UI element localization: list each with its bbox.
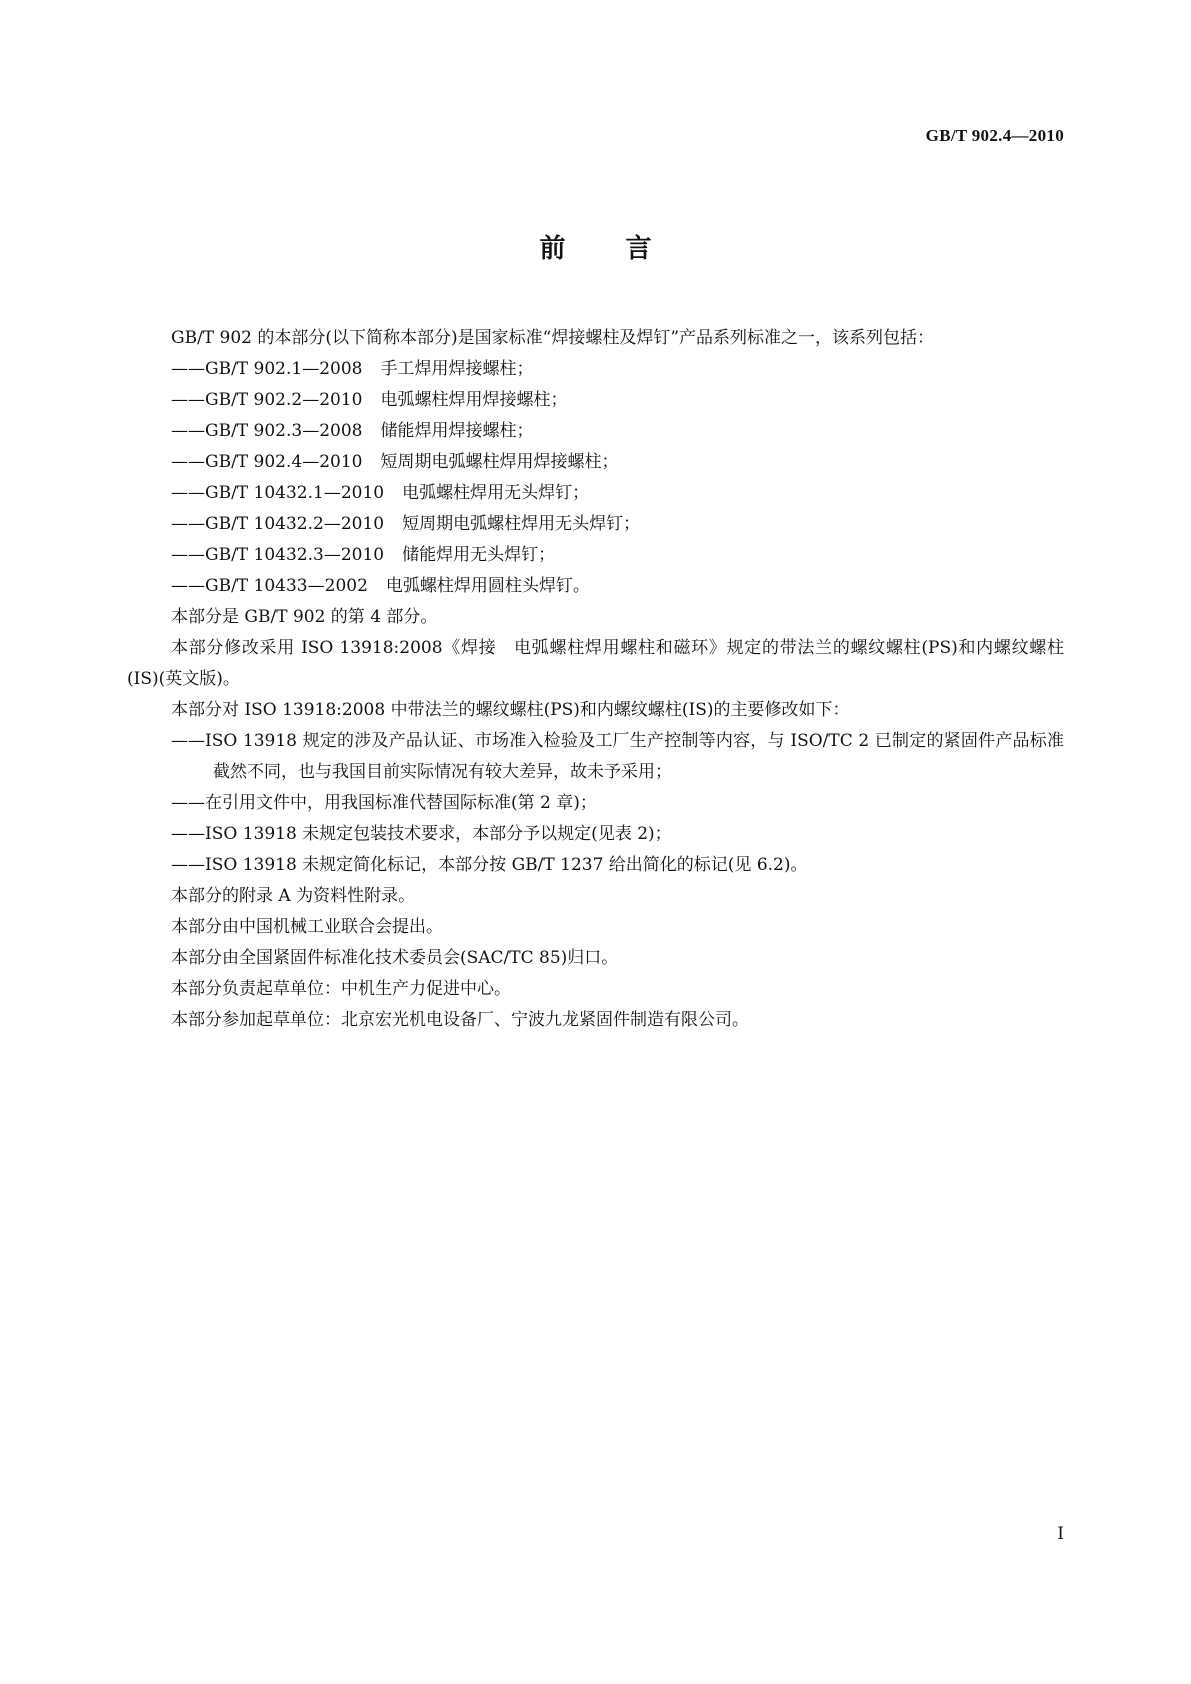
part-statement: 本部分是 GB/T 902 的第 4 部分。: [171, 607, 438, 627]
participating-units-statement: 本部分参加起草单位：北京宏光机电设备厂、宁波九龙紧固件制造有限公司。: [171, 1010, 749, 1030]
series-code: ——GB/T 902.3—2008: [171, 421, 363, 441]
series-code: ——GB/T 902.2—2010: [171, 390, 363, 410]
modification-item: ——ISO 13918 规定的涉及产品认证、市场准入检验及工厂生产控制等内容，与 ISO/TC 2 已制定的紧固件产品标准截然不同，也与我国目前实际情况有较大差异，故未予采用；: [171, 731, 1064, 782]
series-item: [127, 447, 1064, 478]
annex-statement: 本部分的附录 A 为资料性附录。: [171, 886, 416, 906]
drafting-unit-statement: 本部分负责起草单位：中机生产力促进中心。: [171, 979, 511, 999]
series-name: 短周期电弧螺柱焊用焊接螺柱；: [380, 452, 619, 472]
series-name: 储能焊用焊接螺柱；: [380, 421, 534, 441]
series-item: [127, 540, 1064, 571]
series-code: ——GB/T 10432.3—2010: [171, 545, 385, 565]
series-list: [127, 354, 1064, 602]
standard-code-header: GB/T 902.4—2010: [925, 126, 1064, 145]
series-item: [127, 509, 1064, 540]
series-item: [127, 416, 1064, 447]
page-number: I: [1057, 1524, 1064, 1544]
series-code: ——GB/T 10433—2002: [171, 576, 368, 596]
series-code: ——GB/T 10432.1—2010: [171, 483, 385, 503]
foreword-body: [127, 323, 1064, 1036]
modification-item: ——在引用文件中，用我国标准代替国际标准(第 2 章)；: [171, 793, 597, 813]
series-code: ——GB/T 902.4—2010: [171, 452, 363, 472]
series-name: 储能焊用无头焊钉；: [402, 545, 556, 565]
series-name: 电弧螺柱焊用无头焊钉；: [402, 483, 590, 503]
series-item: [127, 354, 1064, 385]
series-name: 电弧螺柱焊用圆柱头焊钉。: [385, 576, 590, 596]
series-name: 短周期电弧螺柱焊用无头焊钉；: [402, 514, 641, 534]
title-char-2: 言: [625, 234, 652, 264]
series-item: [127, 385, 1064, 416]
committee-statement: 本部分由全国紧固件标准化技术委员会(SAC/TC 85)归口。: [171, 948, 619, 968]
series-item: [127, 478, 1064, 509]
series-name: 电弧螺柱焊用焊接螺柱；: [380, 390, 568, 410]
modification-item: ——ISO 13918 未规定包装技术要求，本部分予以规定(见表 2)；: [171, 824, 672, 844]
intro-paragraph: GB/T 902 的本部分(以下简称本部分)是国家标准“焊接螺柱及焊钉”产品系列标准之一，该系列包括：: [171, 328, 935, 348]
adoption-statement: 本部分修改采用 ISO 13918:2008《焊接 电弧螺柱焊用螺柱和磁环》规定的带法兰的螺纹螺柱(PS)和内螺纹螺柱(IS)(英文版)。: [127, 638, 1064, 689]
modification-item: ——ISO 13918 未规定简化标记，本部分按 GB/T 1237 给出简化的标记(见 6.2)。: [171, 855, 808, 875]
modifications-intro: 本部分对 ISO 13918:2008 中带法兰的螺纹螺柱(PS)和内螺纹螺柱(IS)的主要修改如下：: [171, 700, 850, 720]
series-name: 手工焊用焊接螺柱；: [380, 359, 534, 379]
page-title: [0, 228, 1191, 265]
title-char-1: 前: [539, 234, 566, 264]
series-code: ——GB/T 902.1—2008: [171, 359, 363, 379]
modifications-list: [127, 726, 1064, 881]
proposer-statement: 本部分由中国机械工业联合会提出。: [171, 917, 443, 937]
series-code: ——GB/T 10432.2—2010: [171, 514, 385, 534]
series-item: [127, 571, 1064, 602]
